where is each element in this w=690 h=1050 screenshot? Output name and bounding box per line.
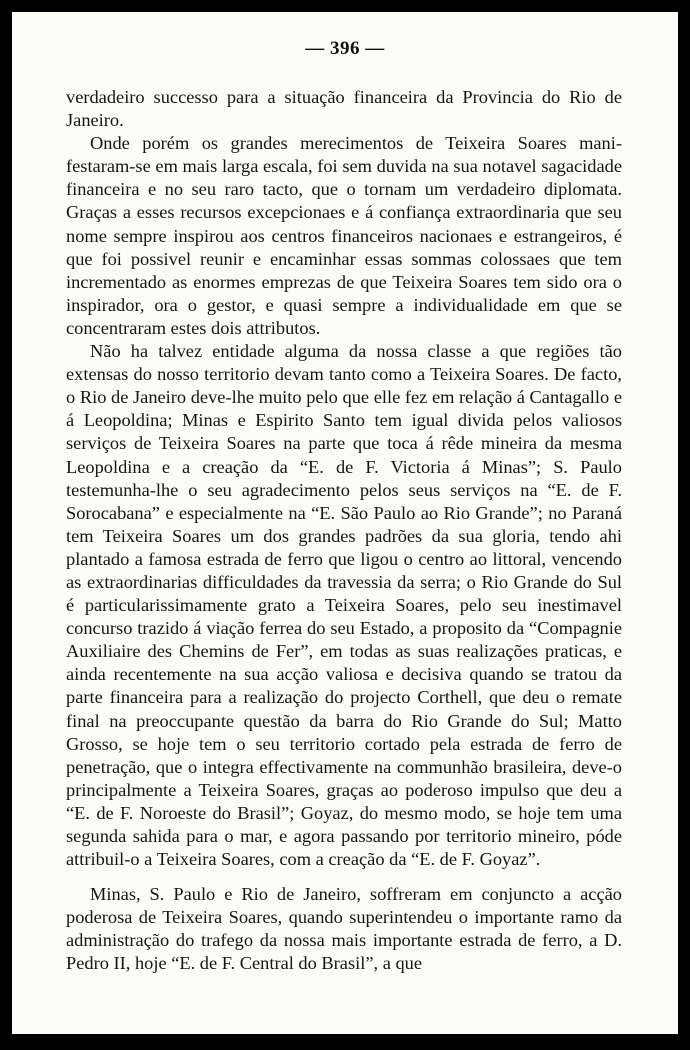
paragraph-2: Onde porém os grandes merecimentos de Teixeira Soares manifestaram-se em mais larga escala, foi sem duvida na sua notavel sagacidade financeira e no seu raro tacto, que o tornam um verdadeiro diplomata. Graças a esses recursos excepcionaes e á confiança extraordinaria que seu nome sempre inspirou aos centros financeiros nacionaes e estrangeiros, é que foi possivel reunir e encaminhar essas sommas colossaes que tem incrementado as enormes emprezas de que Teixeira Soares tem sido ora o inspirador, ora o gestor, e quasi sempre a individualidade em que se concentraram estes dois attributos. (66, 133, 622, 338)
paragraph-4: Minas, S. Paulo e Rio de Janeiro, soffreram em conjuncto a acção poderosa de Teixeira Soares, quando superintendeu o importante ramo da administração do trafego da nossa mais importante estrada de ferro, a D. Pedro II, hoje “E. de F. Central do Brasil”, a que (66, 884, 622, 974)
book-page (12, 12, 678, 1034)
paragraph-1: verdadeiro successo para a situação financeira da Provincia do Rio de Janeiro. (66, 87, 622, 131)
page-number: — 396 — (305, 38, 385, 59)
paragraph-3: Não ha talvez entidade alguma da nossa classe a que regiões tão extensas do nosso territorio devam tanto como a Teixeira Soares. De facto, o Rio de Janeiro deve-lhe muito pelo que elle fez em relação á Cantagallo e á Leopoldina; Minas e Espirito Santo tem igual divida pelos valiosos serviços de Teixeira Soares na parte que toca á rêde mineira da mesma Leopoldina e a creação da “E. de F. Victoria á Minas”; S. Paulo testemunha-lhe o seu agradecimento pelos seus serviços na “E. de F. Sorocabana” e especialmente na “E. São Paulo ao Rio Grande”; no Paraná tem Teixeira Soares um dos grandes padrões da sua gloria, tendo ahi plantado a famosa estrada de ferro que ligou o centro ao littoral, vencendo as extraordinarias difficuldades da travessia da serra; o Rio Grande do Sul é particularissimamente grato a Teixeira Soares, pelo seu inestimavel concurso trazido á viação ferrea do seu Estado, a proposito da “Compagnie Auxiliaire des Chemins de Fer”, em todas as suas realizações praticas, e ainda recentemente na sua acção valiosa e decisiva quando se tratou da parte financeira para a realização do projecto Corthell, que deu o remate final na preoccupante questão da barra do Rio Grande do Sul; Matto Grosso, se hoje tem o seu territorio cortado pela estrada de ferro de penetração, que o integra effectivamente na communhão brasileira, deve-o principalmente a Teixeira Soares, graças ao poderoso impulso que deu a “E. de F. Noroeste do Brasil”; Goyaz, do mesmo modo, se hoje tem uma segunda sahida para o mar, e agora passando por territorio mineiro, póde attribuil-o a Teixeira Soares, com a creação da “E. de F. Goyaz”. (66, 341, 622, 870)
body-text (66, 86, 622, 976)
